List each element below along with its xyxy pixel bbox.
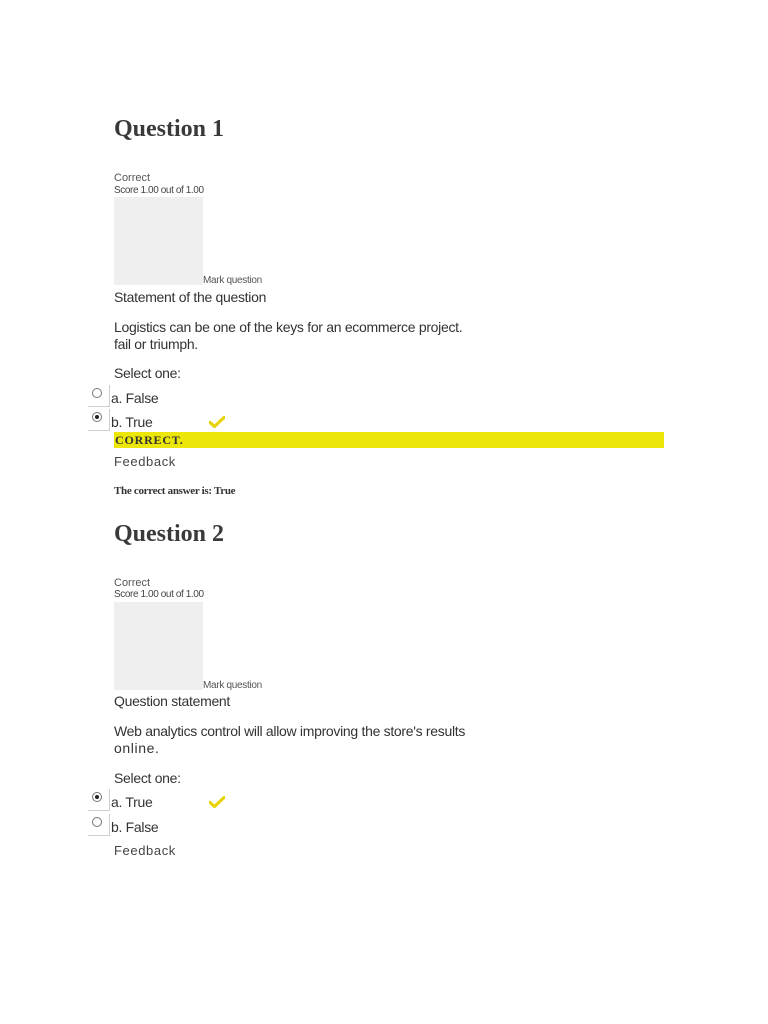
radio-unchecked-icon[interactable]	[88, 385, 110, 407]
answer-option-label: a. False	[111, 390, 159, 406]
question-text	[114, 723, 534, 757]
question-title: Question 1	[114, 116, 225, 142]
question-score: Score 1.00 out of 1.00	[114, 589, 204, 600]
outcome-banner	[114, 432, 664, 448]
answer-option-label: a. True	[111, 794, 153, 810]
radio-checked-icon[interactable]	[88, 409, 110, 431]
mark-question-link[interactable]: Mark question	[203, 680, 262, 691]
question-heading: Statement of the question	[114, 289, 267, 305]
feedback-label: Feedback	[114, 454, 176, 469]
question-text	[114, 319, 534, 353]
answer-option-label: b. False	[111, 819, 159, 835]
question-text-line: Logistics can be one of the keys for an ecommerce project.	[114, 319, 463, 335]
flag-image[interactable]	[114, 197, 203, 285]
question-heading: Question statement	[114, 693, 230, 709]
question-text-line: Web analytics control will allow improving the store's results	[114, 723, 466, 739]
answer-option-label: b. True	[111, 414, 153, 430]
question-title: Question 2	[114, 521, 225, 547]
mark-question-link[interactable]: Mark question	[203, 275, 262, 286]
radio-unchecked-icon[interactable]	[88, 814, 110, 836]
radio-checked-icon[interactable]	[88, 789, 110, 811]
select-one-label: Select one:	[114, 365, 181, 381]
question-score: Score 1.00 out of 1.00	[114, 185, 204, 196]
flag-image[interactable]	[114, 602, 203, 690]
answer-option[interactable]	[84, 409, 284, 433]
question-text-line: online.	[114, 740, 160, 756]
answer-option[interactable]	[84, 789, 284, 813]
select-one-label: Select one:	[114, 770, 181, 786]
right-answer: The correct answer is: True	[114, 485, 236, 497]
feedback-label: Feedback	[114, 843, 176, 858]
question-state: Correct	[114, 577, 151, 589]
checkmark-icon	[209, 796, 225, 808]
checkmark-icon	[209, 416, 225, 428]
question-text-line: fail or triumph.	[114, 336, 198, 352]
question-state: Correct	[114, 172, 151, 184]
answer-option[interactable]	[84, 385, 284, 409]
outcome-label: CORRECT.	[115, 433, 184, 447]
answer-option[interactable]	[84, 814, 284, 838]
